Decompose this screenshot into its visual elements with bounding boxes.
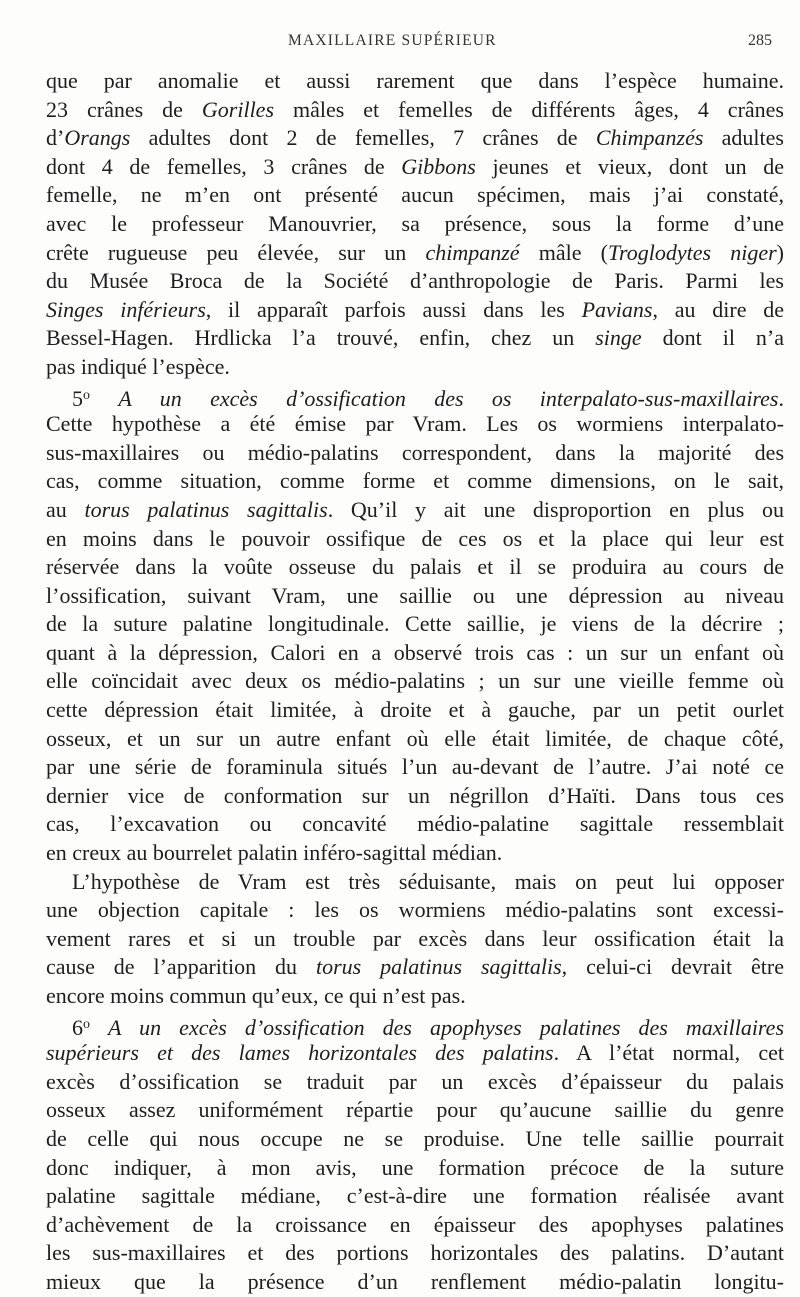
text-line: [46, 210, 784, 239]
text-line: [46, 925, 784, 954]
italic-text: Troglodytes niger: [607, 239, 777, 265]
text-run: Cette hypothèse a été émise par Vram. Les os wormiens interpalato-: [46, 411, 784, 437]
text-run: de la suture palatine longitudinale. Cette saillie, je viens de la décrire ;: [46, 611, 784, 637]
text-run: une objection capitale : les os wormiens médio-palatins sont excessi-: [46, 897, 784, 923]
text-run: cause de l’apparition du: [46, 954, 316, 980]
italic-text: chimpanzé: [425, 239, 520, 265]
italic-text: Gorilles: [201, 96, 275, 122]
text-run: quant à la dépression, Calori en a observé trois cas : un sur un enfant où: [46, 639, 784, 665]
ordinal-superscript: o: [83, 387, 90, 403]
text-run: , celui-ci devrait être: [561, 954, 784, 980]
text-line: [46, 639, 784, 668]
text-run: crête rugueuse peu élevée, sur un: [46, 239, 426, 265]
text-run: sus-maxillaires ou médio-palatins correspondent, dans la majorité des: [46, 439, 784, 465]
body-text: [46, 67, 784, 1297]
text-run: avec le professeur Manouvrier, sa présence, sous la forme d’une: [46, 210, 784, 236]
text-run: dernier vice de conformation sur un négrillon d’Haïti. Dans tous ces: [46, 782, 784, 808]
text-run: 23 crânes de: [46, 96, 202, 122]
italic-text: singe: [595, 325, 642, 351]
text-line: [46, 296, 784, 325]
text-run: osseux assez uniformément répartie pour qu’aucune saillie du genre: [46, 1097, 784, 1123]
text-line: [46, 839, 784, 868]
text-run: vement rares et si un trouble par excès dans leur ossification était la: [46, 925, 784, 951]
text-run: encore moins commun qu’eux, ce qui n’est pas.: [46, 983, 466, 1008]
text-run: excès d’ossification se traduit par un excès d’épaisseur du palais: [46, 1068, 784, 1094]
text-run: 5: [72, 385, 83, 411]
text-line: [46, 982, 784, 1011]
text-line: [46, 1011, 784, 1040]
text-line: [46, 239, 784, 268]
text-run: l’ossification, suivant Vram, une saillie ou une dépression au niveau: [46, 582, 784, 608]
text-line: [46, 153, 784, 182]
text-line: [46, 1211, 784, 1240]
italic-text: Singes inférieurs: [46, 296, 206, 322]
text-run: réservée dans la voûte osseuse du palais et il se produira au cours de: [46, 554, 784, 580]
text-run: cas, comme situation, comme forme et comme dimensions, on le sait,: [46, 468, 784, 494]
text-run: , il apparaît parfois aussi dans les: [205, 296, 582, 322]
text-line: [46, 1096, 784, 1125]
italic-text: A un excès d’ossification des os interpalato-sus-maxillaires: [118, 385, 779, 411]
text-run: au: [46, 496, 85, 522]
text-line: [46, 782, 784, 811]
text-line: [46, 410, 784, 439]
text-run: L’hypothèse de Vram est très séduisante, mais on peut lui opposer: [72, 868, 784, 894]
ordinal-superscript: o: [83, 1016, 90, 1032]
text-line: [46, 582, 784, 611]
text-run: mieux que la présence d’un renflement médio-palatin longitu-: [46, 1268, 784, 1294]
text-line: [46, 181, 784, 210]
text-run: dont il n’a: [641, 325, 784, 351]
text-run: osseux, et un sur un autre enfant où elle était limitée, de chaque côté,: [46, 725, 784, 751]
text-run: pas indiqué l’espèce.: [46, 353, 230, 379]
text-run: mâles et femelles de différents âges, 4 crânes: [274, 96, 784, 122]
text-line: [46, 696, 784, 725]
text-line: [46, 496, 784, 525]
text-line: [46, 67, 784, 96]
text-run: en moins dans le pouvoir ossifique de ces os et la place qui leur est: [46, 525, 784, 551]
text-line: [46, 353, 784, 382]
text-run: [90, 1015, 108, 1040]
text-run: elle coïncidait avec deux os médio-palatins ; un sur une vieille femme où: [46, 668, 784, 694]
text-run: femelle, ne m’en ont présenté aucun spécimen, mais j’ai constaté,: [46, 182, 784, 208]
text-run: les sus-maxillaires et des portions horizontales des palatins. D’autant: [46, 1240, 784, 1266]
text-line: [46, 96, 784, 125]
text-line: [46, 1125, 784, 1154]
text-run: mâle (: [519, 239, 608, 265]
italic-text: Chimpanzés: [595, 125, 704, 151]
text-run: . Qu’il y ait une disproportion en plus ou: [327, 496, 784, 522]
text-line: [46, 124, 784, 153]
text-run: [90, 386, 118, 411]
text-run: adultes: [703, 125, 784, 151]
text-run: 6: [72, 1014, 83, 1040]
text-run: que par anomalie et aussi rarement que dans l’espèce humaine.: [46, 68, 784, 93]
page-header: [0, 32, 800, 54]
italic-text: Pavians: [581, 296, 653, 322]
text-run: par une série de foraminula situés l’un au-devant de l’autre. J’ai noté ce: [46, 754, 784, 780]
text-run: palatine sagittale médiane, c’est-à-dire une formation réalisée avant: [46, 1183, 784, 1209]
text-line: [46, 753, 784, 782]
text-run: adultes dont 2 de femelles, 7 crânes de: [130, 125, 596, 151]
text-line: [46, 267, 784, 296]
text-line: [46, 725, 784, 754]
text-run: d’: [46, 125, 65, 151]
text-line: [46, 896, 784, 925]
text-run: cette dépression était limitée, à droite et à gauche, par un petit ourlet: [46, 697, 784, 723]
text-line: [46, 324, 784, 353]
text-run: dont 4 de femelles, 3 crânes de: [46, 153, 402, 179]
text-line: [46, 610, 784, 639]
text-line: [46, 1154, 784, 1183]
italic-text: Orangs: [64, 125, 131, 151]
text-line: [46, 467, 784, 496]
text-line: [46, 810, 784, 839]
italic-text: A un excès d’ossification des apophyses palatines des maxillaires: [108, 1014, 784, 1040]
italic-text: supérieurs et des lames horizontales des palatins: [46, 1040, 554, 1066]
text-line: [46, 525, 784, 554]
text-line: [46, 1068, 784, 1097]
text-run: d’achèvement de la croissance en épaisseur des apophyses palatines: [46, 1211, 784, 1237]
text-run: donc indiquer, à mon avis, une formation précoce de la suture: [46, 1154, 784, 1180]
page-number: 285: [748, 32, 772, 49]
text-run: ): [776, 239, 784, 265]
text-run: Bessel-Hagen. Hrdlicka l’a trouvé, enfin, chez un: [46, 325, 596, 351]
text-run: en creux au bourrelet palatin inféro-sagittal médian.: [46, 840, 503, 866]
text-line: [46, 1039, 784, 1068]
text-line: [46, 868, 784, 897]
text-run: . A l’état normal, cet: [553, 1040, 784, 1066]
text-line: [46, 667, 784, 696]
text-line: [46, 382, 784, 411]
text-run: .: [778, 385, 784, 411]
text-run: jeunes et vieux, dont un de: [475, 153, 785, 179]
text-line: [46, 1182, 784, 1211]
text-line: [46, 953, 784, 982]
text-run: du Musée Broca de la Société d’anthropologie de Paris. Parmi les: [46, 268, 784, 294]
text-run: de celle qui nous occupe ne se produise. Une telle saillie pourrait: [46, 1125, 784, 1151]
italic-text: torus palatinus sagittalis: [84, 496, 328, 522]
italic-text: Gibbons: [401, 153, 476, 179]
text-run: cas, l’excavation ou concavité médio-palatine sagittale ressemblait: [46, 811, 784, 837]
text-line: [46, 1239, 784, 1268]
italic-text: torus palatinus sagittalis: [315, 954, 562, 980]
text-run: , au dire de: [652, 296, 784, 322]
text-line: [46, 439, 784, 468]
running-head: MAXILLAIRE SUPÉRIEUR: [288, 32, 497, 49]
text-line: [46, 553, 784, 582]
text-line: [46, 1268, 784, 1297]
